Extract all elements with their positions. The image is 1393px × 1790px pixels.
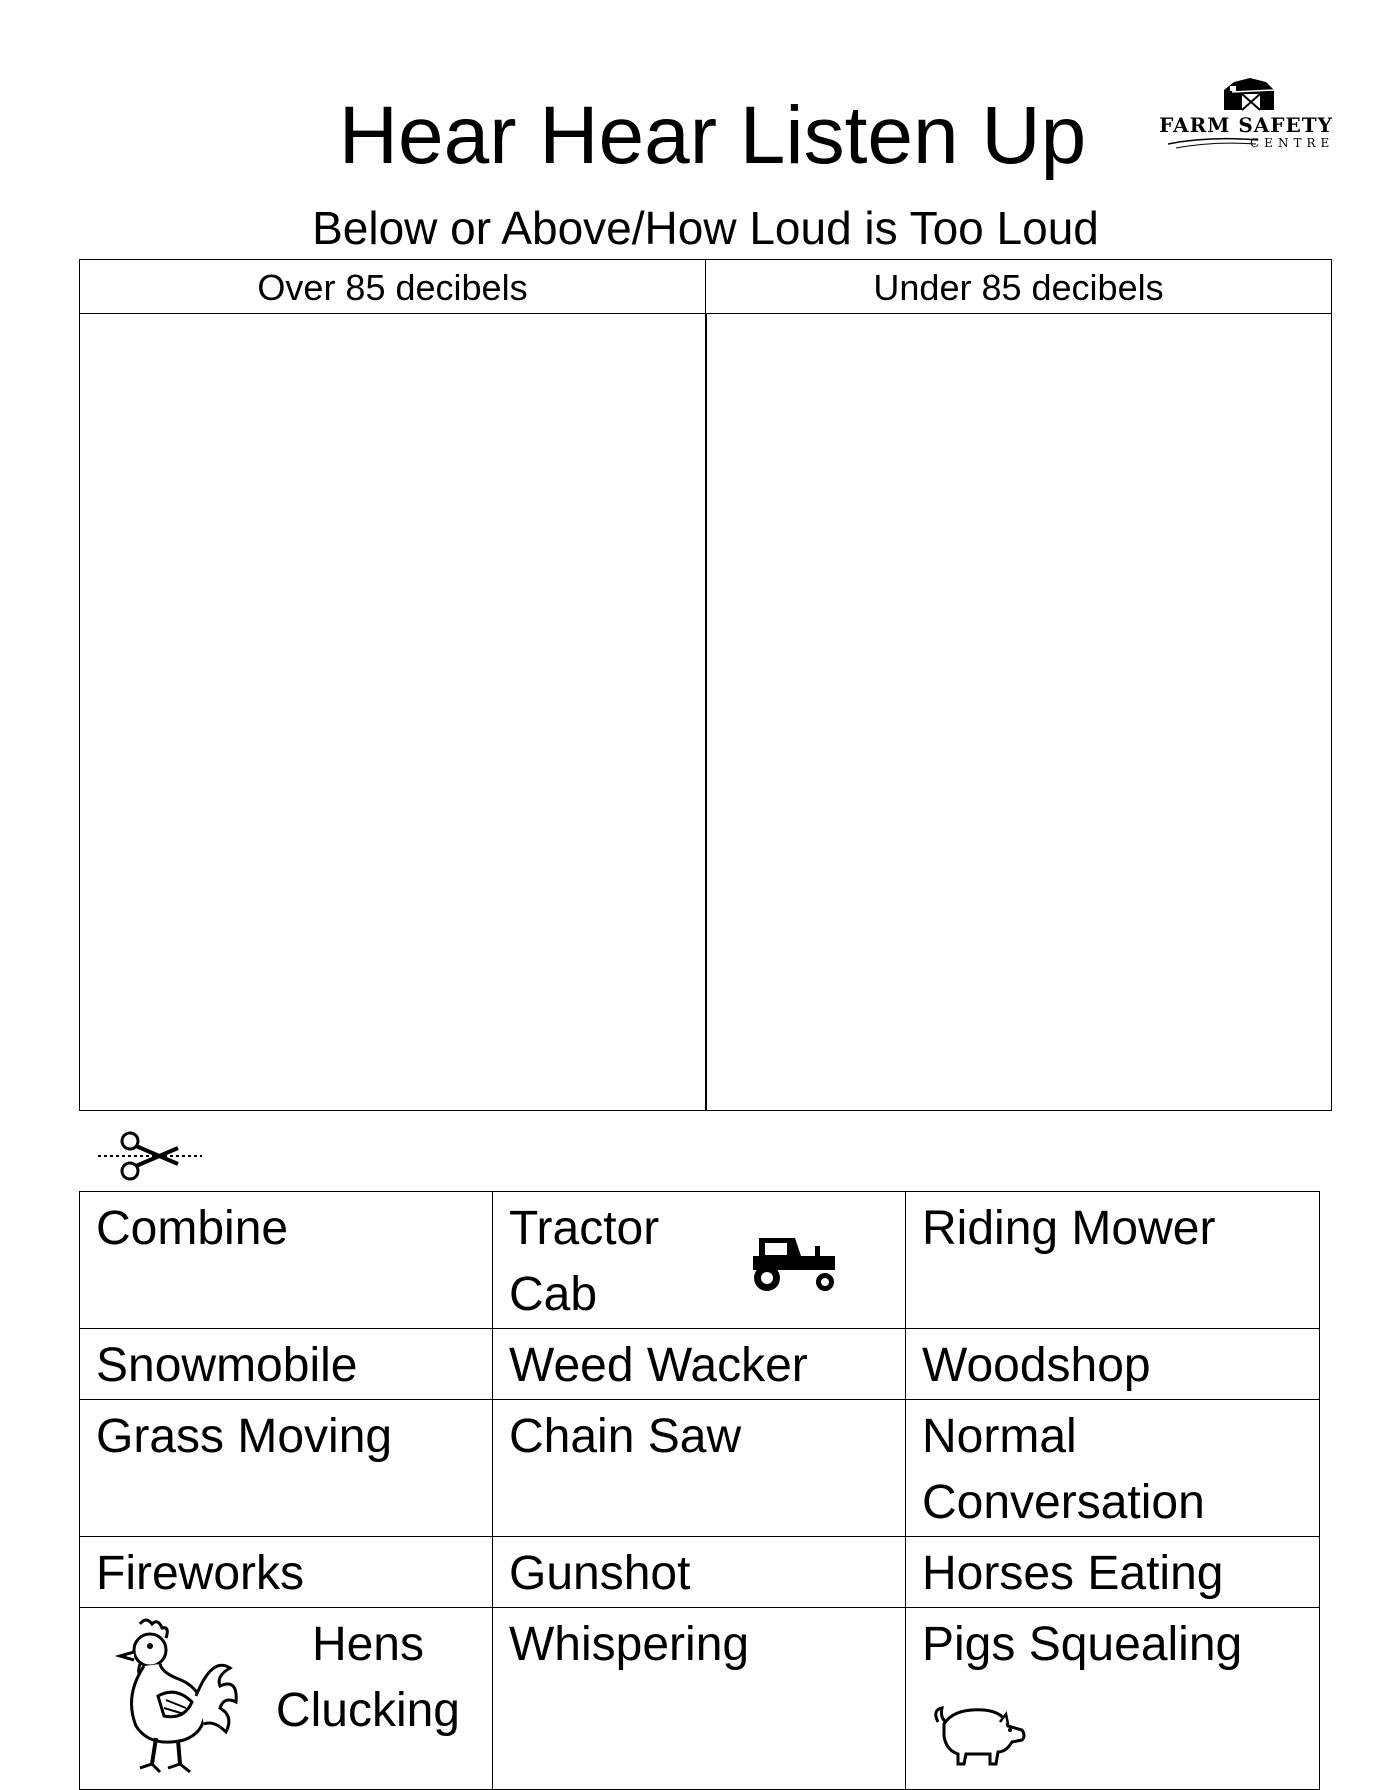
table-row	[80, 1192, 1320, 1329]
rooster-icon	[100, 1616, 240, 1782]
card-gunshot: Gunshot	[493, 1537, 906, 1608]
table-row	[80, 1608, 1320, 1790]
card-pigs-squealing: Pigs Squealing	[906, 1608, 1320, 1790]
card-snowmobile: Snowmobile	[80, 1329, 493, 1400]
column-divider	[705, 314, 707, 1110]
card-riding-mower: Riding Mower	[906, 1192, 1320, 1329]
card-horses-eating: Horses Eating	[906, 1537, 1320, 1608]
farm-safety-logo	[1158, 76, 1334, 158]
sorting-table	[79, 259, 1332, 1111]
card-hens-clucking	[80, 1608, 493, 1790]
card-chain-saw: Chain Saw	[493, 1400, 906, 1537]
card-weed-wacker: Weed Wacker	[493, 1329, 906, 1400]
card-normal-conversation: Normal Conversation	[906, 1400, 1320, 1537]
column-header-over-85: Over 85 decibels	[80, 260, 706, 314]
tractor-icon	[745, 1232, 845, 1296]
column-header-under-85: Under 85 decibels	[706, 260, 1331, 314]
pig-icon	[928, 1700, 1028, 1770]
page-title: Hear Hear Listen Up	[338, 90, 1087, 181]
card-combine: Combine	[80, 1192, 493, 1329]
scissors-icon	[98, 1130, 202, 1182]
word-cards-table	[79, 1191, 1320, 1790]
card-fireworks: Fireworks	[80, 1537, 493, 1608]
hens-clucking-text: Hens Clucking	[275, 1618, 460, 1737]
logo-text-farm-safety: FARM SAFETY	[1159, 113, 1333, 137]
table-row	[80, 1537, 1320, 1608]
card-woodshop: Woodshop	[906, 1329, 1320, 1400]
barn-logo-icon	[1220, 76, 1276, 112]
card-whispering: Whispering	[493, 1608, 906, 1790]
table-row	[80, 1400, 1320, 1537]
logo-text-centre: CENTRE	[1250, 136, 1335, 150]
table-row	[80, 1329, 1320, 1400]
card-grass-moving: Grass Moving	[80, 1400, 493, 1537]
page-subtitle: Below or Above/How Loud is Too Loud	[312, 202, 1099, 254]
card-tractor-cab: Tractor Cab	[493, 1192, 906, 1329]
